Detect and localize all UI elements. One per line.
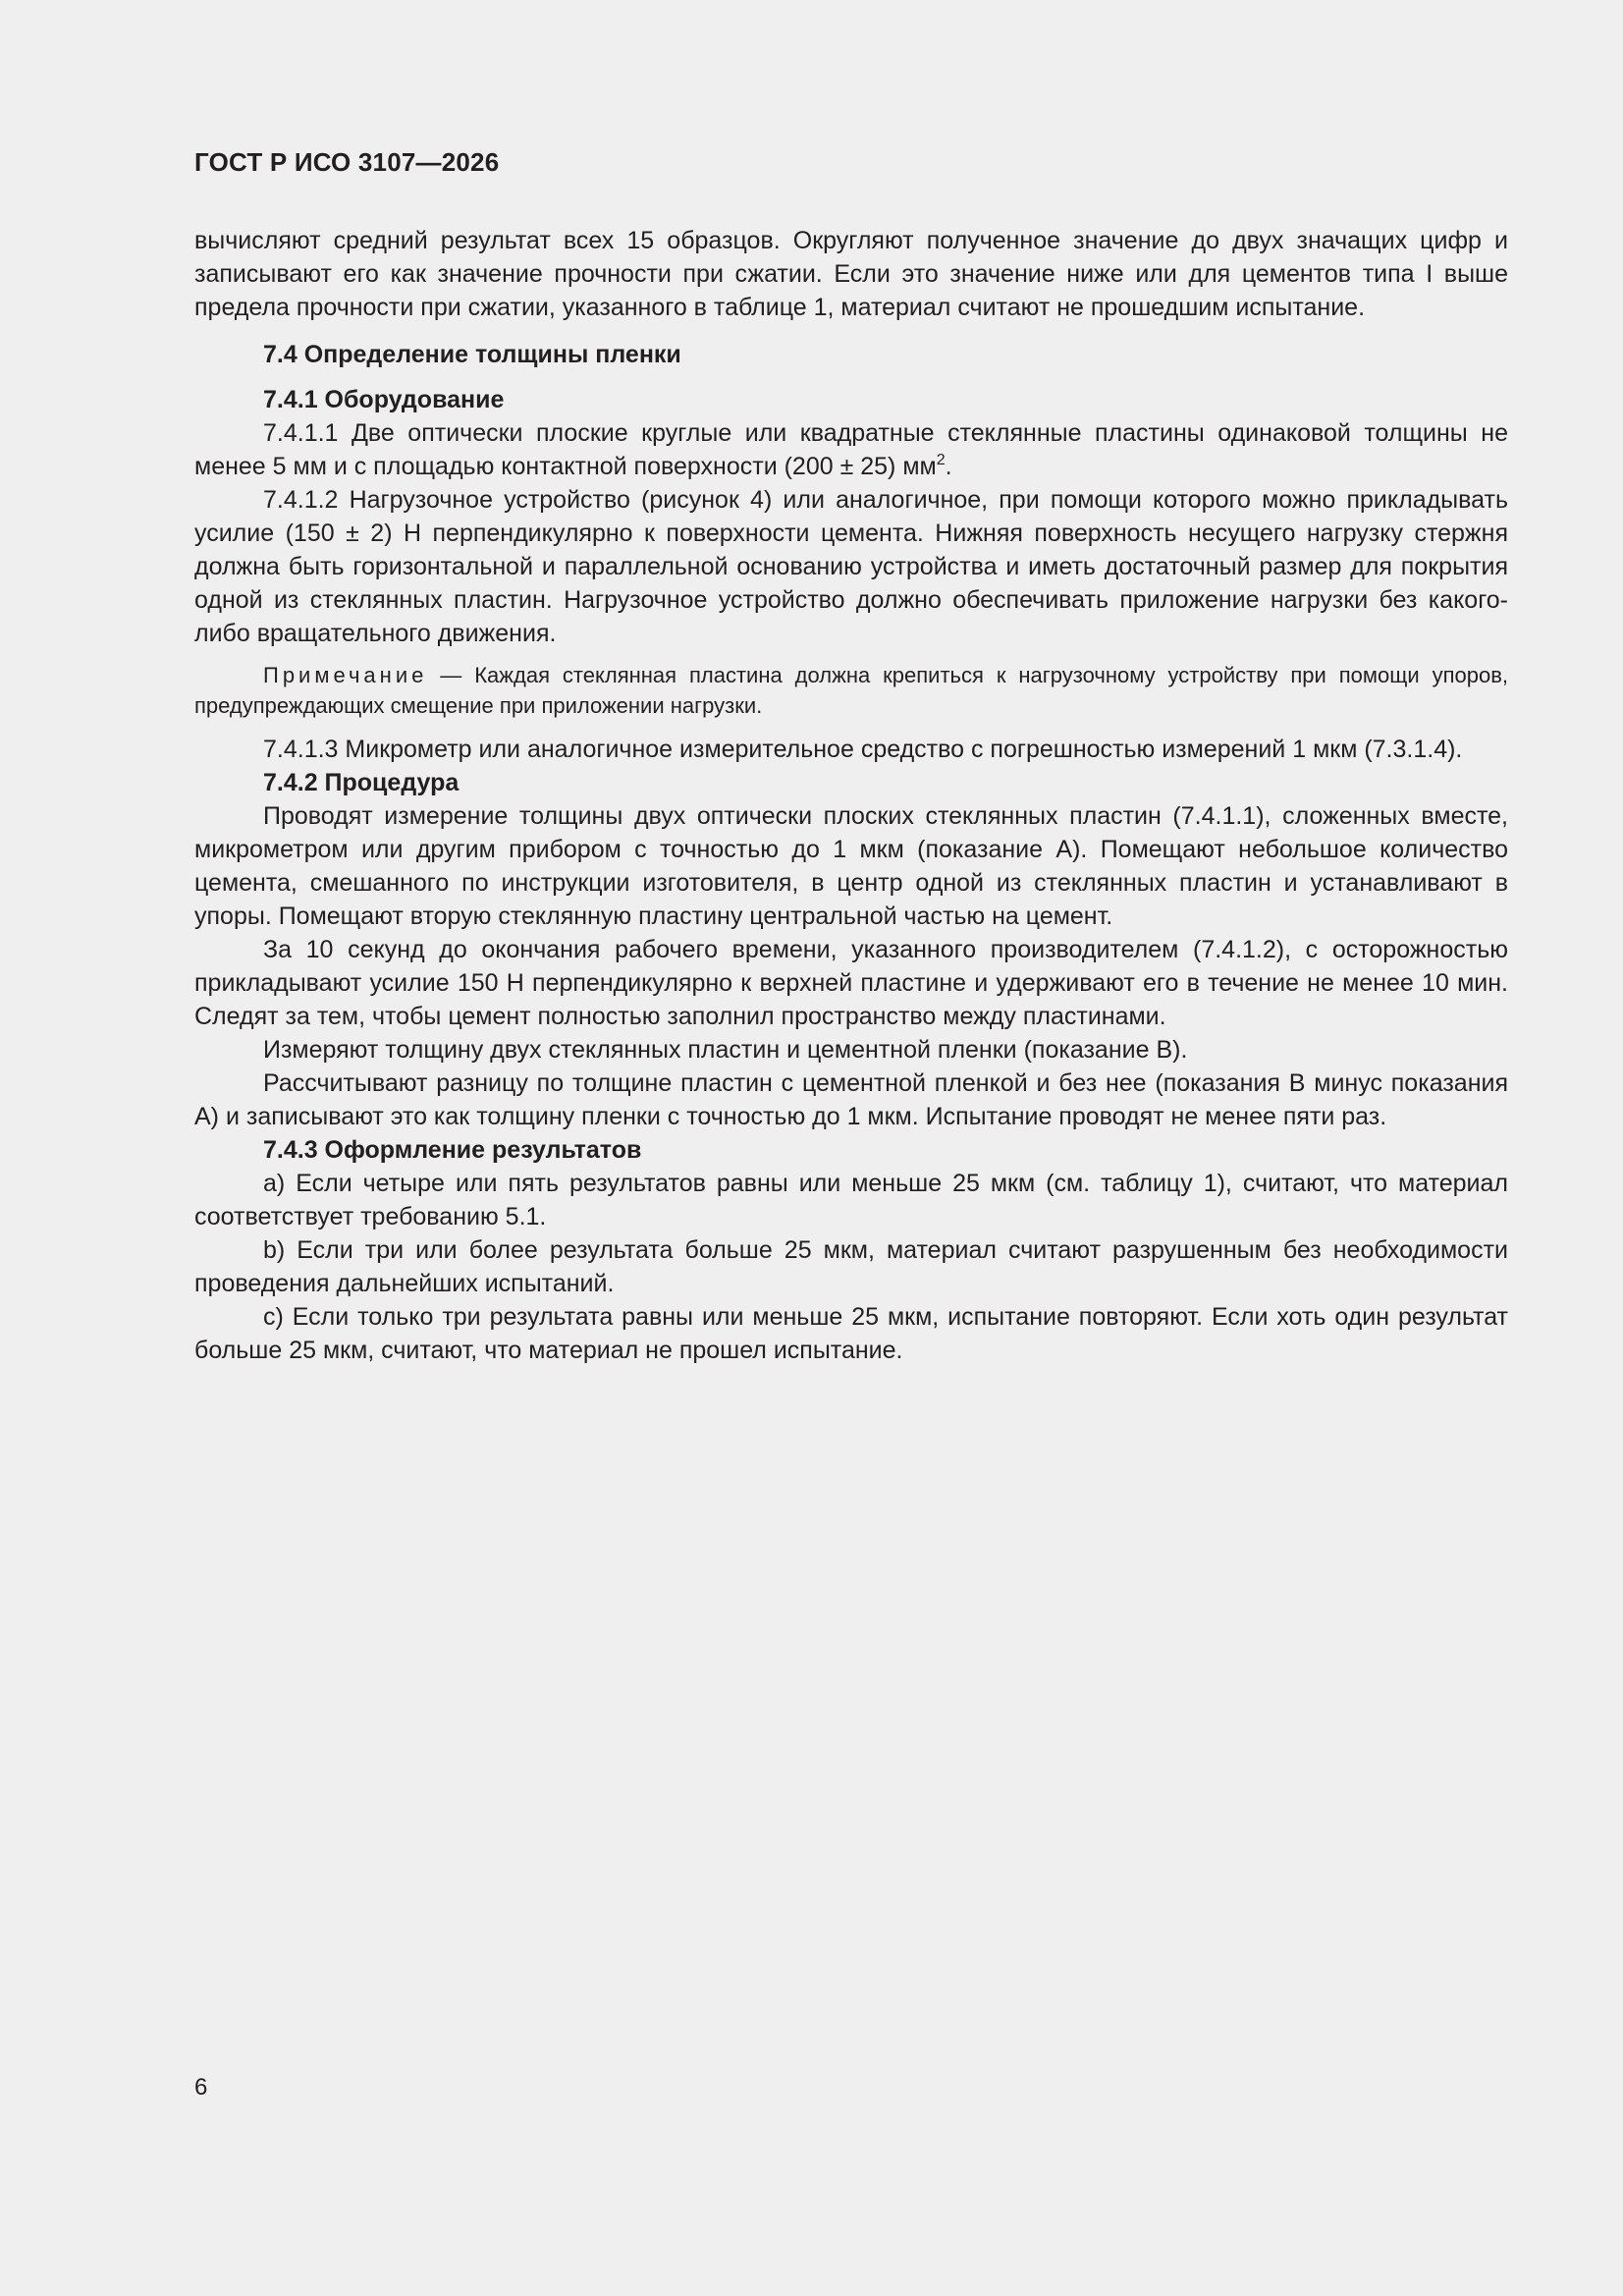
subsection-heading-7-4-3: 7.4.3 Оформление результатов — [263, 1136, 642, 1164]
paragraph-7-4-1-1 — [194, 416, 1508, 483]
paragraph-procedure-2: За 10 секунд до окончания рабочего времени, указанного производителем (7.4.1.2), с осторожностью прикладывают усилие 150 Н перпендикулярно к верхней пластине и удерживают его в течение не менее 10 мин. Следят за тем, чтобы цемент полностью заполнил пространство между пластинами. — [194, 936, 1508, 1030]
paragraph-7-4-1-2: 7.4.1.2 Нагрузочное устройство (рисунок 4) или аналогичное, при помощи которого можно прикладывать усилие (150 ± 2) Н перпендикулярно к поверхности цемента. Нижняя поверхность несущего нагрузку стержня должна быть горизонтальной и параллельной основанию устройства и иметь достаточный размер для покрытия одной из стеклянных пластин. Нагрузочное устройство должно обеспечивать приложение нагрузки без какого-либо вращательного движения. — [194, 486, 1508, 647]
section-heading-7-4: 7.4 Определение толщины пленки — [263, 341, 681, 368]
paragraph-7-4-1-1-end: . — [945, 453, 952, 480]
document-header-title: ГОСТ Р ИСО 3107—2026 — [194, 147, 500, 177]
page-number: 6 — [194, 2074, 208, 2101]
document-body — [194, 224, 1508, 1367]
note — [194, 660, 1508, 721]
superscript-squared: 2 — [936, 452, 946, 468]
list-item-result-b: b) Если три или более результата больше 25 мкм, материал считают разрушенным без необходимости проведения дальнейших испытаний. — [194, 1236, 1508, 1297]
subsection-heading-7-4-2: 7.4.2 Процедура — [263, 769, 460, 796]
paragraph-7-4-1-1-text: 7.4.1.1 Две оптически плоские круглые или квадратные стеклянные пластины одинаковой толщины не менее 5 мм и с площадью контактной поверхности (200 ± 25) мм — [194, 419, 1508, 480]
paragraph-procedure-3: Измеряют толщину двух стеклянных пластин и цементной пленки (показание В). — [263, 1036, 1188, 1064]
subsection-heading-7-4-1: 7.4.1 Оборудование — [263, 386, 505, 413]
paragraph-procedure-1: Проводят измерение толщины двух оптически плоских стеклянных пластин (7.4.1.1), сложенных вместе, микрометром или другим прибором с точностью до 1 мкм (показание А). Помещают небольшое количество цемента, смешанного по инструкции изготовителя, в центр одной из стеклянных пластин и устанавливают в упоры. Помещают вторую стеклянную пластину центральной частью на цемент. — [194, 802, 1508, 930]
note-text: — Каждая стеклянная пластина должна крепиться к нагрузочному устройству при помощи упоров, предупреждающих смещение при приложении нагрузки. — [194, 663, 1508, 718]
note-label: Примечание — [263, 663, 428, 687]
list-item-result-a: a) Если четыре или пять результатов равны или меньше 25 мкм (см. таблицу 1), считают, что материал соответствует требованию 5.1. — [194, 1170, 1508, 1230]
paragraph-7-4-1-3: 7.4.1.3 Микрометр или аналогичное измерительное средство с погрешностью измерений 1 мкм (7.3.1.4). — [263, 736, 1463, 763]
paragraph-continuation: вычисляют средний результат всех 15 образцов. Округляют полученное значение до двух значащих цифр и записывают его как значение прочности при сжатии. Если это значение ниже или для цементов типа I выше предела прочности при сжатии, указанного в таблице 1, материал считают не прошедшим испытание. — [194, 227, 1508, 321]
paragraph-procedure-4: Рассчитывают разницу по толщине пластин с цементной пленкой и без нее (показания В минус показания А) и записывают это как толщину пленки с точностью до 1 мкм. Испытание проводят не менее пяти раз. — [194, 1069, 1508, 1130]
list-item-result-c: c) Если только три результата равны или меньше 25 мкм, испытание повторяют. Если хоть один результат больше 25 мкм, считают, что материал не прошел испытание. — [194, 1303, 1508, 1364]
